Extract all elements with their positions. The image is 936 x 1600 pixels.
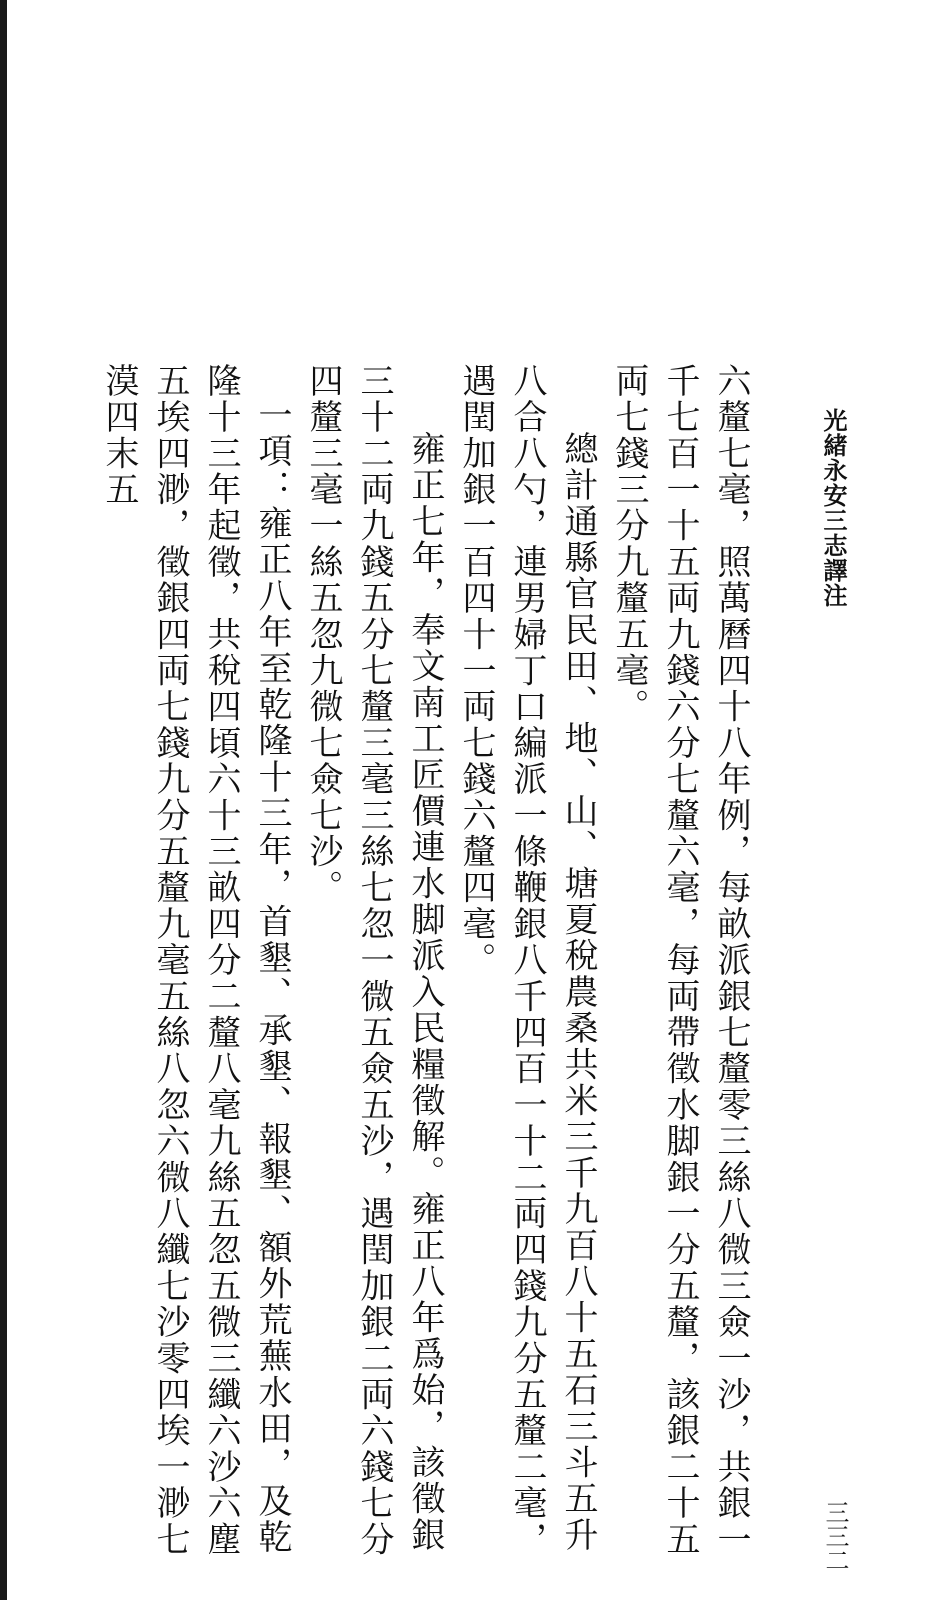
paragraph-1-continuation: 六釐七毫，照萬曆四十八年例，每畝派銀七釐零三絲八微三僉一沙，共銀一千七百一十五両九錢六分七釐六毫，每両帶徵水脚銀一分五釐，該銀二十五両七錢三分九釐五毫。 [609,363,751,1558]
paragraph-3-yongzheng-seven: 雍正七年，奉文南工匠價連水脚派入民糧徵解。雍正八年爲始，該徵銀三十二両九錢五分七釐三毫三絲七忽一微五僉五沙，遇閏加銀二両六錢七分四釐三毫一絲五忽九微七僉七沙。 [303,363,445,1558]
paragraph-4-item: 一項：雍正八年至乾隆十三年，首墾、承墾、報墾、額外荒蕪水田，及乾隆十三年起徵，共稅四頃六十三畝四分二釐八毫九絲五忽五微三纖六沙六塵五埃四渺，徵銀四両七錢九分五釐九毫五絲八忽六微八纖七沙零四埃一渺七漠四末五 [99,363,292,1558]
page-edge-shadow [0,0,7,1600]
book-title: 光緒永安三志譯注 [819,408,848,608]
paragraph-2-total-tax: 總計通縣官民田、地、山、塘夏稅農桑共米三千九百八十五石三斗五升八合八勺，連男婦丁口編派一條鞭銀八千四百一十二両四錢九分五釐二毫，遇閏加銀一百四十一両七錢六釐四毫。 [456,363,598,1558]
page-number: 三三二 [821,1500,849,1572]
body-text [93,363,756,1563]
